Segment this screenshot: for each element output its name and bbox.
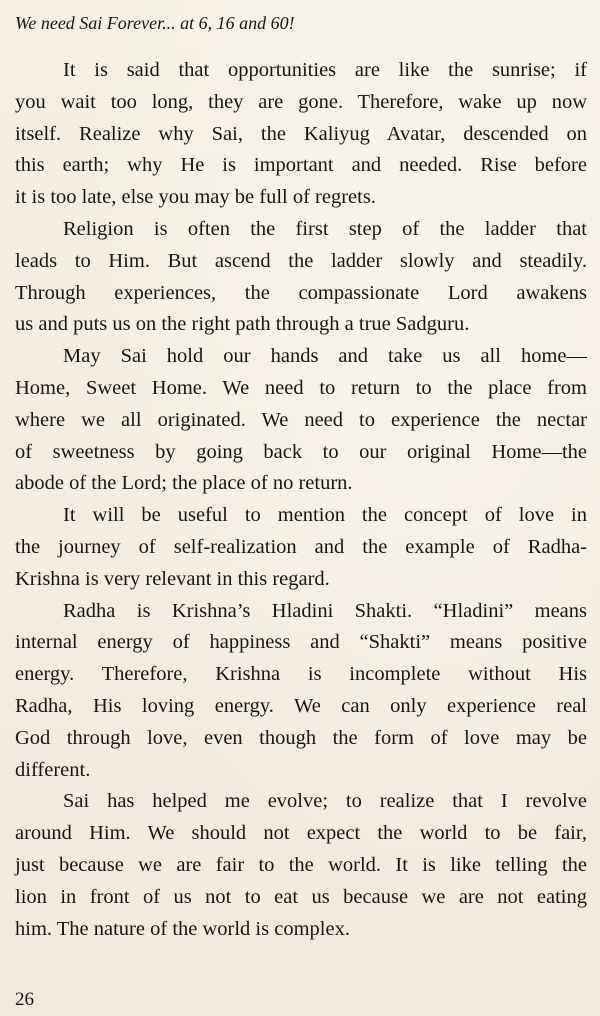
paragraph xyxy=(15,786,587,945)
text-line: God through love, even though the form of love may be xyxy=(15,726,587,749)
text-line: this earth; why He is important and needed. Rise before xyxy=(15,154,587,177)
text-line: It is said that opportunities are like the sunrise; if xyxy=(63,59,587,81)
text-line: Radha is Krishna’s Hladini Shakti. “Hladini” means xyxy=(63,599,587,622)
paragraph xyxy=(15,500,587,595)
text-line: Through experiences, the compassionate Lord awakens xyxy=(15,281,587,304)
text-line: energy. Therefore, Krishna is incomplete without His xyxy=(15,663,587,686)
text-line: Home, Sweet Home. We need to return to the place from xyxy=(15,376,587,399)
text-line: the journey of self-realization and the example of Radha- xyxy=(15,535,587,558)
text-line: around Him. We should not expect the world to be fair, xyxy=(15,822,587,845)
paragraph xyxy=(15,55,587,214)
text-line: Religion is often the first step of the ladder that xyxy=(63,217,587,240)
text-line: abode of the Lord; the place of no return. xyxy=(15,472,353,495)
text-line: Radha, His loving energy. We can only experience real xyxy=(15,694,587,717)
page-number: 26 xyxy=(15,989,34,1010)
text-line: internal energy of happiness and “Shakti” means positive xyxy=(15,631,587,654)
text-line: It will be useful to mention the concept of love in xyxy=(63,504,587,527)
text-line: lion in front of us not to eat us because we are not eating xyxy=(15,885,587,908)
text-line: Sai has helped me evolve; to realize that I revolve xyxy=(63,790,587,813)
text-line: leads to Him. But ascend the ladder slowly and steadily. xyxy=(15,249,587,272)
text-line: itself. Realize why Sai, the Kaliyug Avatar, descended on xyxy=(15,122,587,145)
text-line: us and puts us on the right path through a true Sadguru. xyxy=(15,313,470,336)
paragraph xyxy=(15,341,587,500)
text-line: just because we are fair to the world. It is like telling the xyxy=(15,853,587,876)
text-line: Krishna is very relevant in this regard. xyxy=(15,567,330,590)
paragraph xyxy=(15,596,587,787)
text-line: you wait too long, they are gone. Therefore, wake up now xyxy=(15,90,587,113)
paragraph xyxy=(15,214,587,341)
body-text xyxy=(15,55,587,945)
text-line: where we all originated. We need to experience the nectar xyxy=(15,408,587,431)
text-line: it is too late, else you may be full of regrets. xyxy=(15,186,376,209)
text-line: of sweetness by going back to our original Home—the xyxy=(15,440,587,463)
text-line: different. xyxy=(15,758,91,781)
running-header: We need Sai Forever... at 6, 16 and 60! xyxy=(15,13,295,33)
text-line: May Sai hold our hands and take us all home— xyxy=(63,345,587,368)
text-line: him. The nature of the world is complex. xyxy=(15,917,350,940)
